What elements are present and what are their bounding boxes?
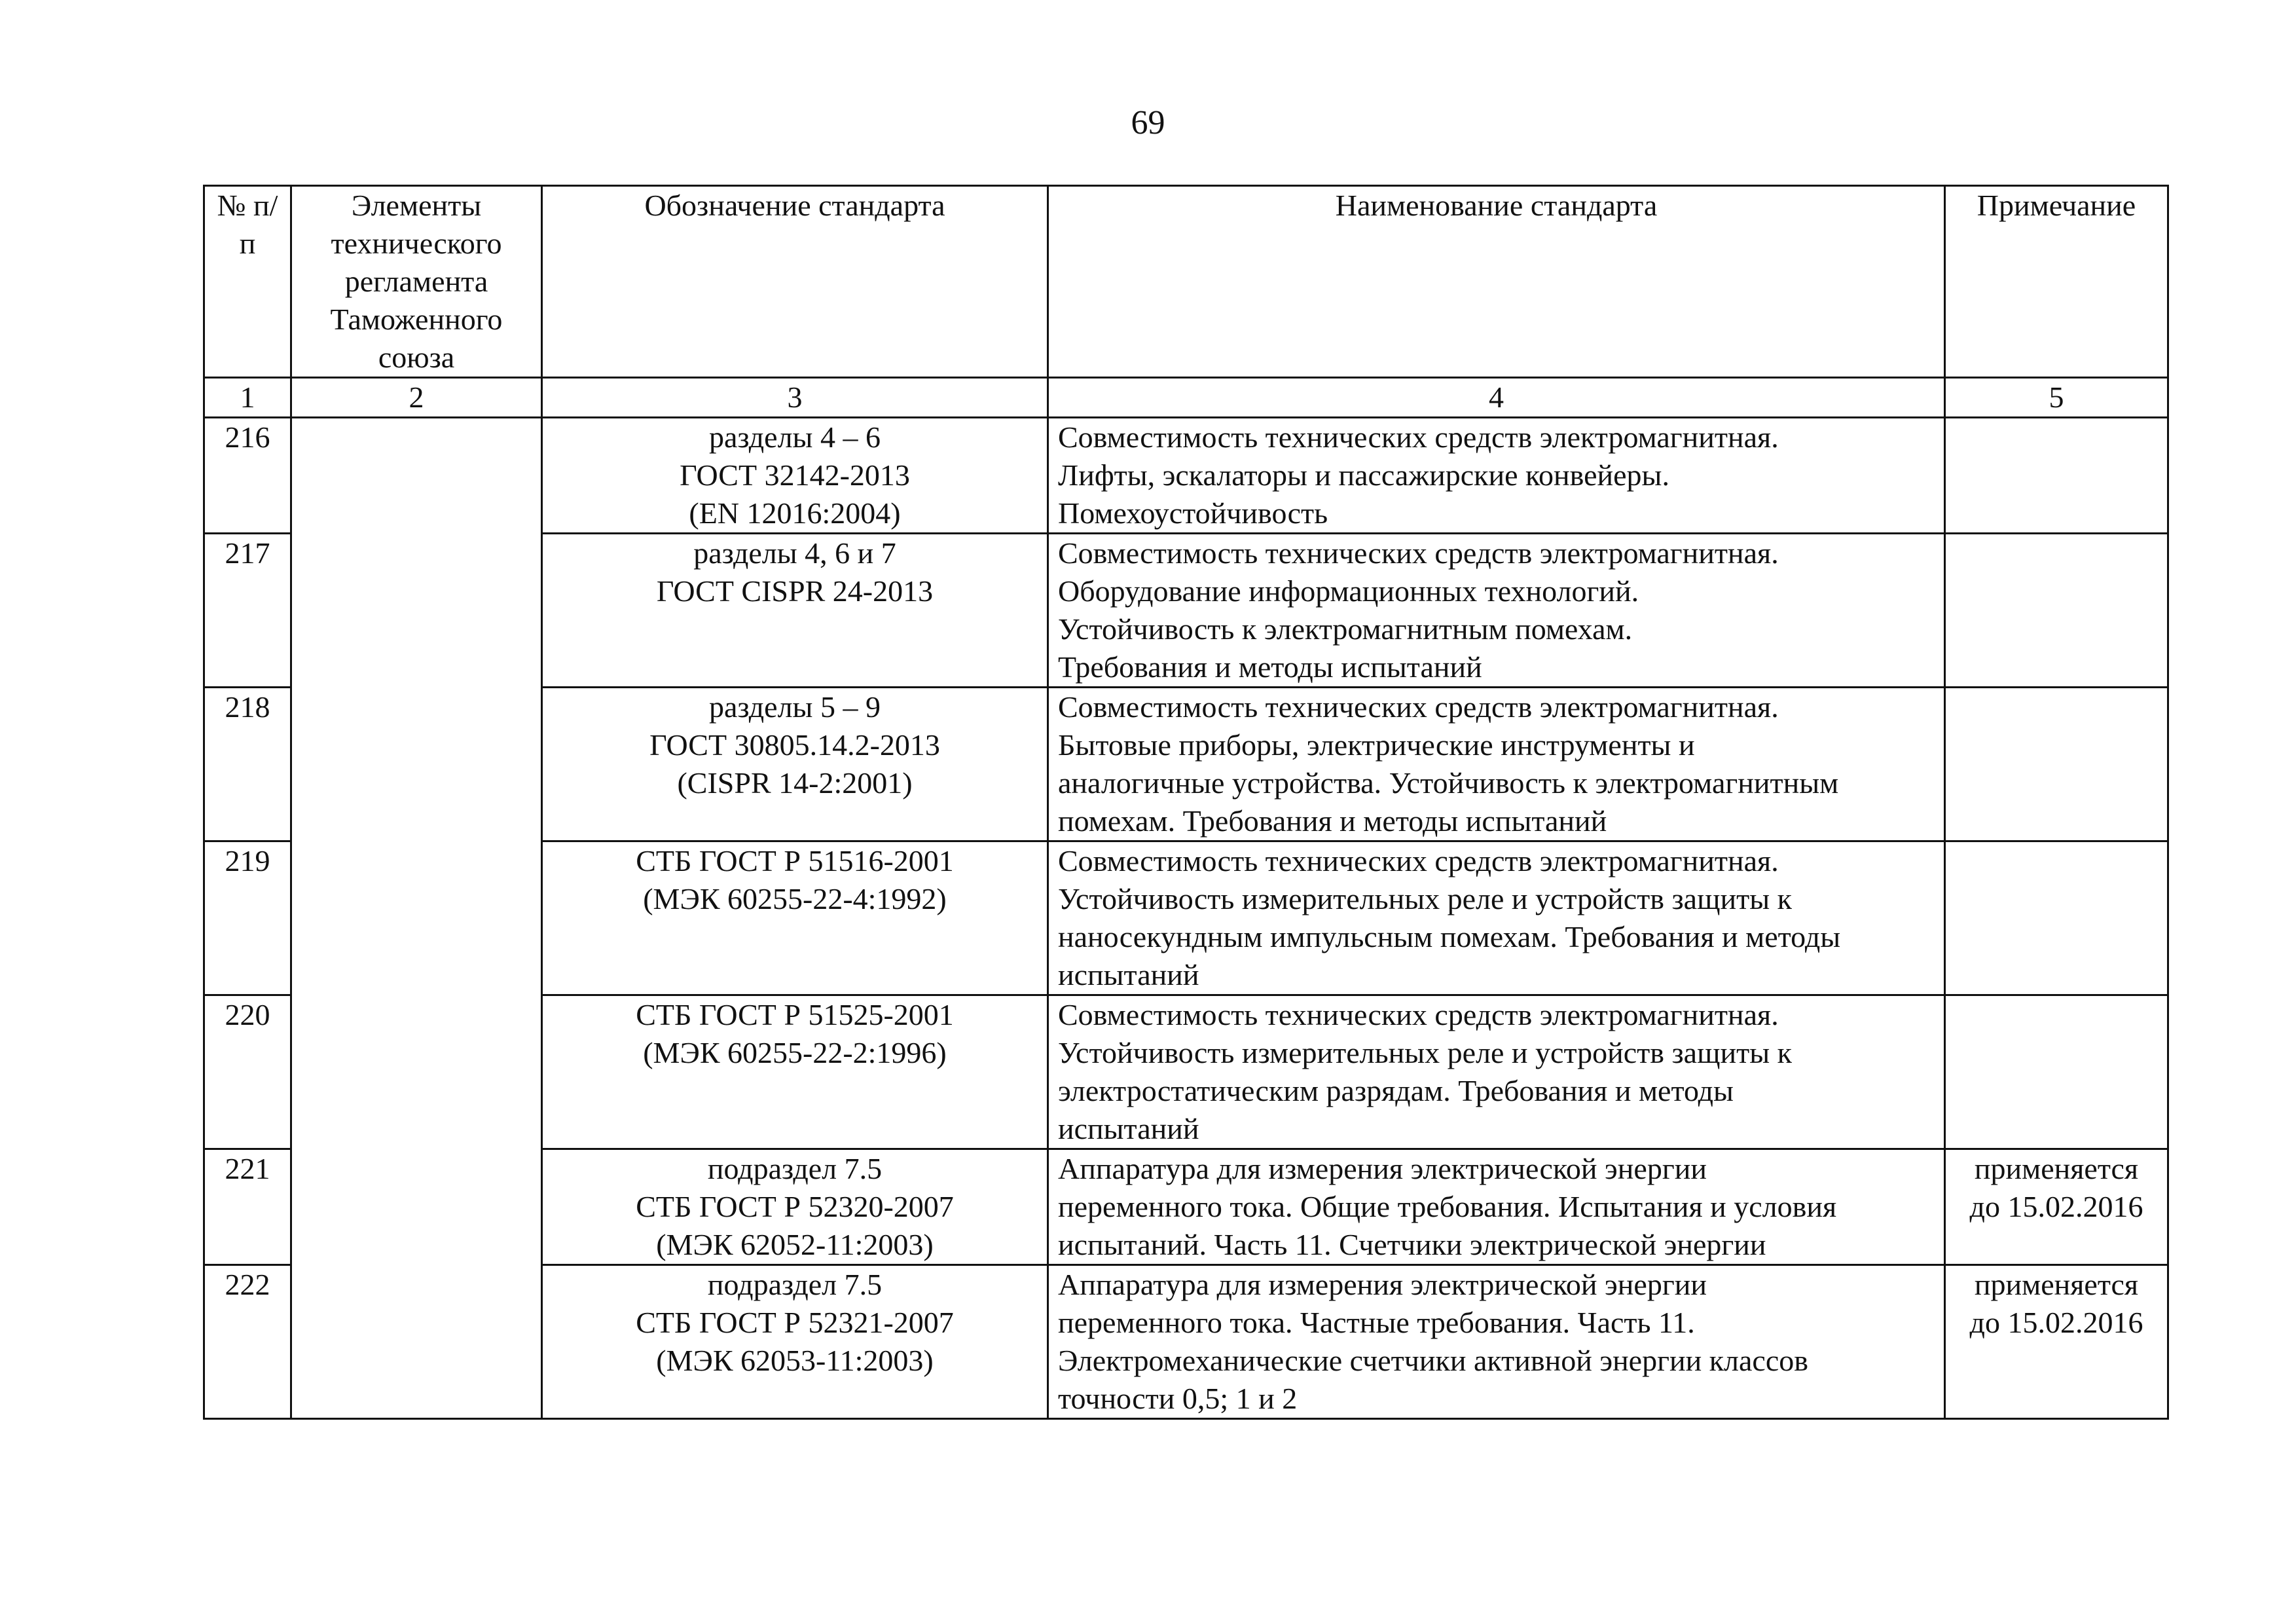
standard-name-cell bbox=[1048, 841, 1945, 995]
row-number: 218 bbox=[204, 688, 291, 841]
name-line: переменного тока. Частные требования. Часть 11. bbox=[1058, 1306, 1695, 1339]
name-line: Требования и методы испытаний bbox=[1058, 650, 1482, 684]
name-line: электростатическим разрядам. Требования и методы bbox=[1058, 1074, 1734, 1107]
designation-line: (МЭК 60255-22-2:1996) bbox=[643, 1036, 947, 1069]
name-line: Совместимость технических средств электромагнитная. bbox=[1058, 420, 1779, 454]
name-line: Устойчивость измерительных реле и устройств защиты к bbox=[1058, 1036, 1792, 1069]
designation-line: СТБ ГОСТ Р 51516-2001 bbox=[636, 844, 954, 877]
column-number: 5 bbox=[1945, 378, 2168, 418]
designation-line: разделы 4, 6 и 7 bbox=[693, 536, 896, 570]
standard-designation-cell bbox=[542, 995, 1048, 1149]
row-number: 219 bbox=[204, 841, 291, 995]
name-line: Совместимость технических средств электромагнитная. bbox=[1058, 844, 1779, 877]
name-line: Устойчивость к электромагнитным помехам. bbox=[1058, 612, 1633, 646]
designation-line: ГОСТ 30805.14.2-2013 bbox=[649, 728, 940, 762]
designation-line: (CISPR 14-2:2001) bbox=[677, 766, 913, 800]
name-line: наносекундным импульсным помехам. Требования и методы bbox=[1058, 920, 1841, 953]
name-line: Аппаратура для измерения электрической энергии bbox=[1058, 1152, 1707, 1185]
header-row bbox=[204, 186, 2168, 378]
standard-designation-cell bbox=[542, 688, 1048, 841]
designation-line: подраздел 7.5 bbox=[707, 1152, 883, 1185]
row-number: 220 bbox=[204, 995, 291, 1149]
note-line: применяется bbox=[1974, 1268, 2139, 1301]
name-line: переменного тока. Общие требования. Испытания и условия bbox=[1058, 1190, 1837, 1223]
designation-line: СТБ ГОСТ Р 52320-2007 bbox=[636, 1190, 954, 1223]
standard-designation-cell bbox=[542, 1265, 1048, 1419]
standard-designation-cell bbox=[542, 534, 1048, 688]
name-line: помехам. Требования и методы испытаний bbox=[1058, 804, 1607, 838]
designation-line: разделы 4 – 6 bbox=[709, 420, 881, 454]
designation-line: СТБ ГОСТ Р 51525-2001 bbox=[636, 998, 954, 1031]
name-line: Совместимость технических средств электромагнитная. bbox=[1058, 998, 1779, 1031]
column-number-row bbox=[204, 378, 2168, 418]
name-line: Оборудование информационных технологий. bbox=[1058, 574, 1639, 608]
table-row bbox=[204, 418, 2168, 534]
column-number: 2 bbox=[291, 378, 542, 418]
name-line: испытаний bbox=[1058, 958, 1199, 991]
designation-line: (МЭК 60255-22-4:1992) bbox=[643, 882, 947, 915]
header-number: № п/п bbox=[204, 186, 291, 378]
name-line: точности 0,5; 1 и 2 bbox=[1058, 1382, 1298, 1415]
designation-line: ГОСТ 32142-2013 bbox=[680, 458, 910, 492]
name-line: Лифты, эскалаторы и пассажирские конвейеры. bbox=[1058, 458, 1669, 492]
name-line: Помехоустойчивость bbox=[1058, 496, 1328, 530]
regulation-elements-cell bbox=[291, 418, 542, 1419]
name-line: Аппаратура для измерения электрической энергии bbox=[1058, 1268, 1707, 1301]
standard-name-cell bbox=[1048, 995, 1945, 1149]
name-line: испытаний. Часть 11. Счетчики электрической энергии bbox=[1058, 1228, 1766, 1261]
note-cell bbox=[1945, 995, 2168, 1149]
row-number: 217 bbox=[204, 534, 291, 688]
standard-designation-cell bbox=[542, 1149, 1048, 1265]
name-line: Устойчивость измерительных реле и устройств защиты к bbox=[1058, 882, 1792, 915]
designation-line: (МЭК 62053-11:2003) bbox=[656, 1344, 934, 1377]
designation-line: СТБ ГОСТ Р 52321-2007 bbox=[636, 1306, 954, 1339]
note-line: до 15.02.2016 bbox=[1969, 1190, 2143, 1223]
designation-line: (EN 12016:2004) bbox=[689, 496, 901, 530]
column-number: 3 bbox=[542, 378, 1048, 418]
standards-table bbox=[203, 185, 2169, 1420]
designation-line: (МЭК 62052-11:2003) bbox=[656, 1228, 934, 1261]
standard-name-cell bbox=[1048, 418, 1945, 534]
standard-name-cell bbox=[1048, 1149, 1945, 1265]
row-number: 221 bbox=[204, 1149, 291, 1265]
name-line: испытаний bbox=[1058, 1112, 1199, 1145]
name-line: Совместимость технических средств электромагнитная. bbox=[1058, 536, 1779, 570]
note-cell bbox=[1945, 841, 2168, 995]
row-number: 222 bbox=[204, 1265, 291, 1419]
note-cell bbox=[1945, 688, 2168, 841]
note-cell bbox=[1945, 1149, 2168, 1265]
designation-line: подраздел 7.5 bbox=[707, 1268, 883, 1301]
header-standard-designation: Обозначение стандарта bbox=[542, 186, 1048, 378]
header-standard-name: Наименование стандарта bbox=[1048, 186, 1945, 378]
note-cell bbox=[1945, 418, 2168, 534]
header-note: Примечание bbox=[1945, 186, 2168, 378]
name-line: Электромеханические счетчики активной энергии классов bbox=[1058, 1344, 1808, 1377]
column-number: 4 bbox=[1048, 378, 1945, 418]
name-line: Совместимость технических средств электромагнитная. bbox=[1058, 690, 1779, 724]
standard-name-cell bbox=[1048, 534, 1945, 688]
note-cell bbox=[1945, 534, 2168, 688]
page-number: 69 bbox=[1131, 104, 1165, 141]
name-line: Бытовые приборы, электрические инструменты и bbox=[1058, 728, 1695, 762]
column-number: 1 bbox=[204, 378, 291, 418]
designation-line: ГОСТ CISPR 24-2013 bbox=[656, 574, 934, 608]
designation-line: разделы 5 – 9 bbox=[709, 690, 881, 724]
note-cell bbox=[1945, 1265, 2168, 1419]
standard-designation-cell bbox=[542, 841, 1048, 995]
standard-name-cell bbox=[1048, 1265, 1945, 1419]
standard-designation-cell bbox=[542, 418, 1048, 534]
header-regulation-elements: Элементы технического регламента Таможенного союза bbox=[291, 186, 542, 378]
note-line: до 15.02.2016 bbox=[1969, 1306, 2143, 1339]
name-line: аналогичные устройства. Устойчивость к электромагнитным bbox=[1058, 766, 1839, 800]
note-line: применяется bbox=[1974, 1152, 2139, 1185]
row-number: 216 bbox=[204, 418, 291, 534]
standard-name-cell bbox=[1048, 688, 1945, 841]
